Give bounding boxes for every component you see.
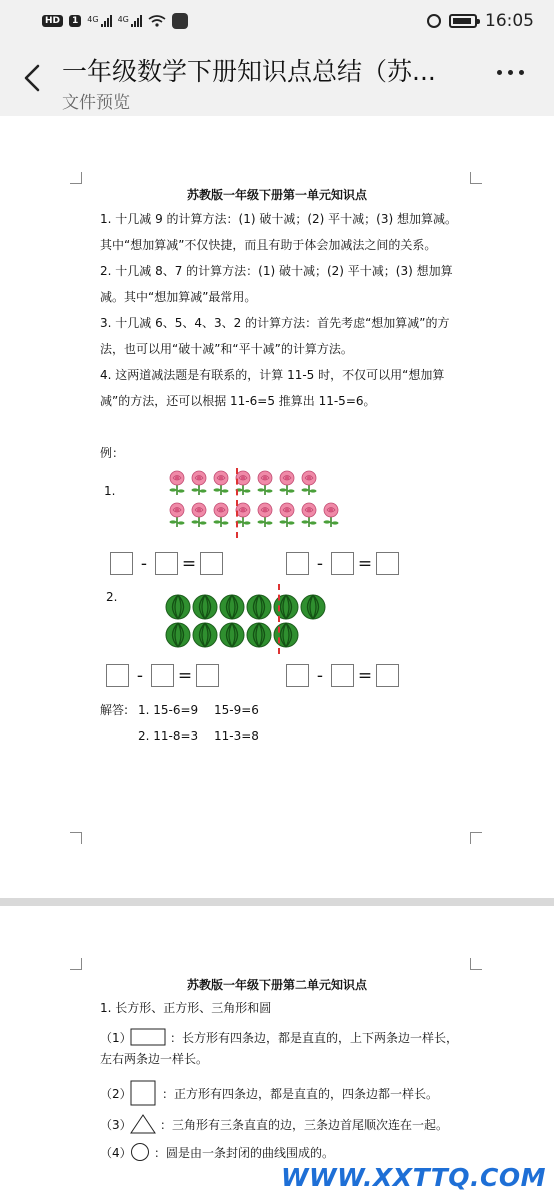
- example-1-label: 1.: [104, 484, 116, 498]
- watermelon-icon: [300, 594, 326, 624]
- document-title: 一年级数学下册知识点总结（苏...: [62, 57, 436, 86]
- document-page-2: [0, 906, 554, 1200]
- answer-box[interactable]: [286, 552, 309, 575]
- page-corner-mark: [70, 958, 82, 970]
- status-bar: [0, 0, 554, 42]
- status-right: [427, 11, 534, 31]
- site-watermark: WWW.XXTTQ.COM: [280, 1163, 546, 1192]
- rose-icon: [299, 470, 319, 500]
- watermelon-icon: [165, 594, 191, 624]
- rectangle-icon: [130, 1028, 166, 1046]
- document-subtitle: 文件预览: [62, 93, 130, 113]
- back-button[interactable]: [18, 58, 48, 98]
- item-label: （3）: [100, 1117, 132, 1132]
- watermelon-icon: [219, 594, 245, 624]
- example-2-label: 2.: [106, 590, 118, 604]
- answer-box[interactable]: [151, 664, 174, 687]
- rose-icon: [211, 502, 231, 532]
- minus-sign: -: [140, 553, 148, 574]
- minus-sign: -: [316, 553, 324, 574]
- rose-icon: [189, 502, 209, 532]
- document-page-1: [0, 116, 554, 898]
- watermelon-icon: [246, 594, 272, 624]
- answers-key-label: 解答:: [100, 703, 129, 717]
- shape-item-triangle: [100, 1114, 470, 1134]
- battery-icon: [449, 14, 477, 28]
- page-corner-mark: [470, 958, 482, 970]
- more-dot-icon: [519, 70, 524, 75]
- page-heading: 苏教版一年级下册第二单元知识点: [186, 978, 367, 992]
- example-label: 例：: [100, 446, 125, 460]
- hd-badge: HD: [42, 15, 63, 27]
- paragraph: 1. 十几减 9 的计算方法：(1) 破十减；(2) 平十减；(3) 想加算减。其中“想加算减”不仅快捷，而且有助于体会加减法之间的关系。: [100, 212, 457, 252]
- title-bar: [0, 42, 554, 116]
- watermelon-icon: [192, 594, 218, 624]
- item-text: ：长方形有四条边，都是直直的，上下两条边一样长，: [170, 1030, 459, 1045]
- equals-sign: =: [357, 665, 373, 686]
- answer-box[interactable]: [110, 552, 133, 575]
- page-corner-mark: [470, 172, 482, 184]
- circle-icon: [130, 1142, 150, 1162]
- answer-right: 11-3=8: [214, 729, 259, 743]
- signal-icon: [118, 15, 142, 27]
- status-left: [42, 13, 188, 29]
- equation-right-2: [286, 664, 399, 687]
- minus-sign: -: [136, 665, 144, 686]
- answer-row: [100, 697, 259, 723]
- equation-left-2: [106, 664, 219, 687]
- item-text: ：三角形有三条直直的边，三条边首尾顺次连在一起。: [160, 1117, 449, 1132]
- item-label: （2）: [100, 1086, 132, 1101]
- answer-left: 2. 11-8=3: [138, 729, 199, 743]
- answer-box[interactable]: [331, 664, 354, 687]
- knowledge-paragraphs: [100, 206, 460, 414]
- rose-icon: [167, 502, 187, 532]
- page-corner-mark: [70, 832, 82, 844]
- watermelon-icon: [165, 622, 191, 652]
- item-text: ：圆是由一条封闭的曲线围成的。: [154, 1145, 335, 1160]
- equation-left-1: [110, 552, 223, 575]
- page-separator: [0, 898, 554, 906]
- answer-right: 15-9=6: [214, 703, 259, 717]
- watermelon-icon: [192, 622, 218, 652]
- sim-badge: 1: [69, 15, 81, 27]
- answer-box[interactable]: [286, 664, 309, 687]
- network-label: 4G: [117, 15, 129, 24]
- item-label: （1）: [100, 1030, 132, 1045]
- paragraph: 4. 这两道减法题是有联系的，计算 11-5 时，不仅可以用“想加算减”的方法，还可以根据 11-6=5 推算出 11-5=6。: [100, 368, 445, 408]
- minus-sign: -: [316, 665, 324, 686]
- square-icon: [130, 1080, 158, 1106]
- watermelon-icon: [273, 622, 299, 652]
- equals-sign: =: [181, 553, 197, 574]
- answer-box[interactable]: [376, 552, 399, 575]
- answer-row: [100, 723, 259, 749]
- paragraph: 3. 十几减 6、5、4、3、2 的计算方法：首先考虑“想加算减”的方法，也可以用“破十减”和“平十减”的计算方法。: [100, 316, 450, 356]
- equals-sign: =: [177, 665, 193, 686]
- rose-icon: [167, 470, 187, 500]
- chevron-left-icon: [18, 58, 48, 98]
- signal-icon: [87, 15, 111, 27]
- rose-icon: [277, 470, 297, 500]
- more-dot-icon: [508, 70, 513, 75]
- equation-right-1: [286, 552, 399, 575]
- watermelon-icon: [246, 622, 272, 652]
- item-label: （4）: [100, 1145, 132, 1160]
- watermelon-icon: [219, 622, 245, 652]
- item-text-continued: 左右两条边一样长。: [100, 1052, 209, 1066]
- rose-icon: [189, 470, 209, 500]
- answer-left: 1. 15-6=9: [138, 703, 199, 717]
- page-heading: 苏教版一年级下册第一单元知识点: [186, 188, 367, 202]
- section-title: 1. 长方形、正方形、三角形和圆: [100, 1001, 272, 1015]
- status-time: 16:05: [485, 11, 534, 31]
- rose-icon: [211, 470, 231, 500]
- answer-box[interactable]: [331, 552, 354, 575]
- network-label: 4G: [87, 15, 99, 24]
- equals-sign: =: [357, 553, 373, 574]
- rose-icon: [299, 502, 319, 532]
- rose-row-top: [167, 470, 319, 500]
- answers-block: [100, 697, 259, 749]
- shape-item-square: [100, 1080, 470, 1106]
- page-corner-mark: [470, 832, 482, 844]
- app-icon: [172, 13, 188, 29]
- item-text: ：正方形有四条边，都是直直的，四条边都一样长。: [162, 1086, 439, 1101]
- answer-box[interactable]: [106, 664, 129, 687]
- divider-dash-line: [236, 468, 238, 538]
- watermelon-row-top: [165, 594, 326, 624]
- wifi-icon: [148, 15, 166, 27]
- rose-row-bottom: [167, 502, 341, 532]
- answer-box[interactable]: [155, 552, 178, 575]
- answer-box[interactable]: [376, 664, 399, 687]
- watermelon-icon: [273, 594, 299, 624]
- more-dot-icon: [497, 70, 502, 75]
- triangle-icon: [130, 1114, 156, 1134]
- more-options-button[interactable]: [497, 70, 524, 75]
- shape-item-rectangle: [100, 1028, 470, 1046]
- rose-icon: [277, 502, 297, 532]
- rose-icon: [255, 470, 275, 500]
- paragraph: 2. 十几减 8、7 的计算方法：(1) 破十减；(2) 平十减；(3) 想加算减。其中“想加算减”最常用。: [100, 264, 453, 304]
- shape-item-circle: [100, 1142, 470, 1162]
- page-corner-mark: [70, 172, 82, 184]
- rose-icon: [321, 502, 341, 532]
- alarm-icon: [427, 14, 441, 28]
- answer-box[interactable]: [200, 552, 223, 575]
- rose-icon: [255, 502, 275, 532]
- divider-dash-line: [278, 584, 280, 654]
- document-viewer[interactable]: [0, 116, 554, 1200]
- answer-box[interactable]: [196, 664, 219, 687]
